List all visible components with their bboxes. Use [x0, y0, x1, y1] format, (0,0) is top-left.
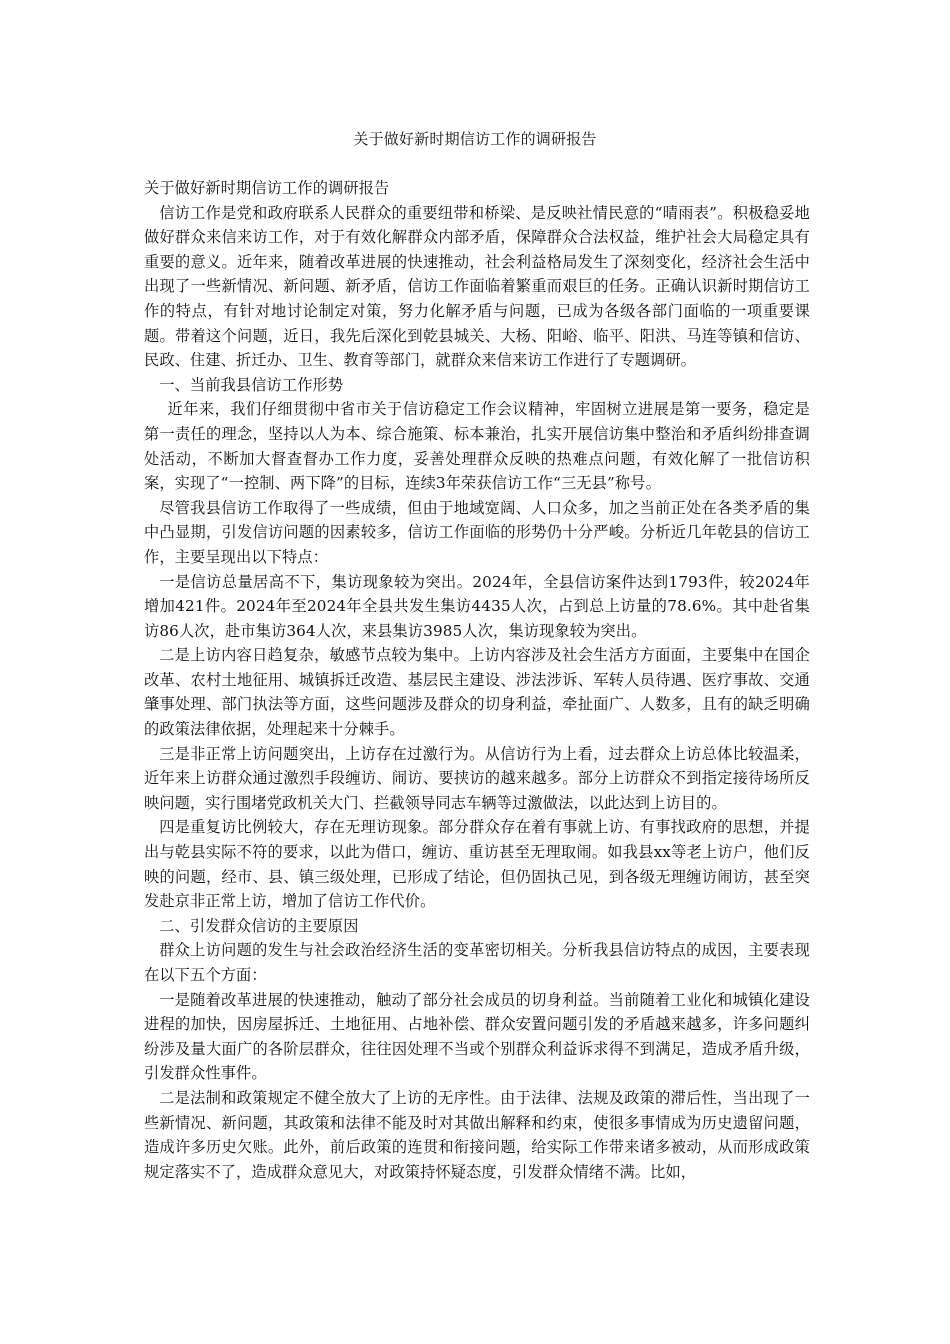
- paragraph-feature-3: 三是非正常上访问题突出，上访存在过激行为。从信访行为上看，过去群众上访总体比较温柔，近年来上访群众通过激烈手段缠访、闹访、要挟访的越来越多。部分上访群众不到指定接待场所反映问题，实行围堵党政机关大门、拦截领导同志车辆等过激做法，以此达到上访目的。: [144, 744, 810, 812]
- paragraph-situation: 近年来，我们仔细贯彻中省市关于信访稳定工作会议精神，牢固树立进展是第一要务，稳定是第一责任的理念，坚持以人为本、综合施策、标本兼治，扎实开展信访集中整治和矛盾纠纷排查调处活动，不断加大督查督办工作力度，妥善处理群众反映的热难点问题，有效化解了一批信访积案，实现了“一控制、两下降”的目标，连续3年荣获信访工作“三无县”称号。: [144, 400, 810, 493]
- paragraph-feature-1: 一是信访总量居高不下，集访现象较为突出。2024年，全县信访案件达到1793件，较2024年增加421件。2024年至2024年全县共发生集访4435人次，占到总上访量的78.6%。其中赴省集访86人次，赴市集访364人次，来县集访3985人次，集访现象较为突出。: [144, 572, 810, 640]
- paragraph-causes-intro: 群众上访问题的发生与社会政治经济生活的变革密切相关。分析我县信访特点的成因，主要表现在以下五个方面：: [144, 941, 810, 984]
- document-subtitle: 关于做好新时期信访工作的调研报告: [144, 179, 390, 197]
- paragraph-feature-2: 二是上访内容日趋复杂，敏感节点较为集中。上访内容涉及社会生活方方面面，主要集中在国企改革、农村土地征用、城镇拆迁改造、基层民主建设、涉法涉诉、军转人员待遇、医疗事故、交通肇事处理、部门执法等方面，这些问题涉及群众的切身利益，牵扯面广、人数多，且有的缺乏明确的政策法律依据，处理起来十分棘手。: [144, 646, 810, 739]
- paragraph-challenges: 尽管我县信访工作取得了一些成绩，但由于地域宽阔、人口众多，加之当前正处在各类矛盾的集中凸显期，引发信访问题的因素较多，信访工作面临的形势仍十分严峻。分析近几年乾县的信访工作，主要呈现出以下特点：: [144, 498, 810, 566]
- paragraph-feature-4: 四是重复访比例较大，存在无理访现象。部分群众存在着有事就上访、有事找政府的思想，并提出与乾县实际不符的要求，以此为借口，缠访、重访甚至无理取闹。如我县xx等老上访户，他们反映的问题，经市、县、镇三级处理，已形成了结论，但仍固执己见，到各级无理缠访闹访，甚至突发赴京非正常上访，增加了信访工作代价。: [144, 818, 810, 911]
- section-heading-1: 一、当前我县信访工作形势: [159, 375, 344, 394]
- document-body: [144, 176, 810, 1184]
- paragraph-cause-2: 二是法制和政策规定不健全放大了上访的无序性。由于法律、法规及政策的滞后性，当出现了一些新情况、新问题，其政策和法律不能及时对其做出解释和约束，使很多事情成为历史遗留问题，造成许多历史欠账。此外，前后政策的连贯和衔接问题，给实际工作带来诸多被动，从而形成政策规定落实不了，造成群众意见大，对政策持怀疑态度，引发群众情绪不满。比如，: [144, 1088, 810, 1181]
- paragraph-cause-1: 一是随着改革进展的快速推动，触动了部分社会成员的切身利益。当前随着工业化和城镇化建设进程的加快，因房屋拆迁、土地征用、占地补偿、群众安置问题引发的矛盾越来越多，许多问题纠纷涉及量大面广的各阶层群众，往往因处理不当或个别群众利益诉求得不到满足，造成矛盾升级，引发群众性事件。: [144, 990, 810, 1083]
- document-title: 关于做好新时期信访工作的调研报告: [353, 130, 597, 148]
- section-heading-2: 二、引发群众信访的主要原因: [159, 916, 359, 935]
- paragraph-intro: 信访工作是党和政府联系人民群众的重要纽带和桥梁、是反映社情民意的“晴雨表”。积极稳妥地做好群众来信来访工作，对于有效化解群众内部矛盾，保障群众合法权益，维护社会大局稳定具有重要的意义。近年来，随着改革进展的快速推动，社会利益格局发生了深刻变化，经济社会生活中出现了一些新情况、新问题、新矛盾，信访工作面临着繁重而艰巨的任务。正确认识新时期信访工作的特点，有针对地讨论制定对策，努力化解矛盾与问题，已成为各级各部门面临的一项重要课题。带着这个问题，近日，我先后深化到乾县城关、大杨、阳峪、临平、阳洪、马连等镇和信访、民政、住建、折迁办、卫生、教育等部门，就群众来信来访工作进行了专题调研。: [144, 203, 810, 370]
